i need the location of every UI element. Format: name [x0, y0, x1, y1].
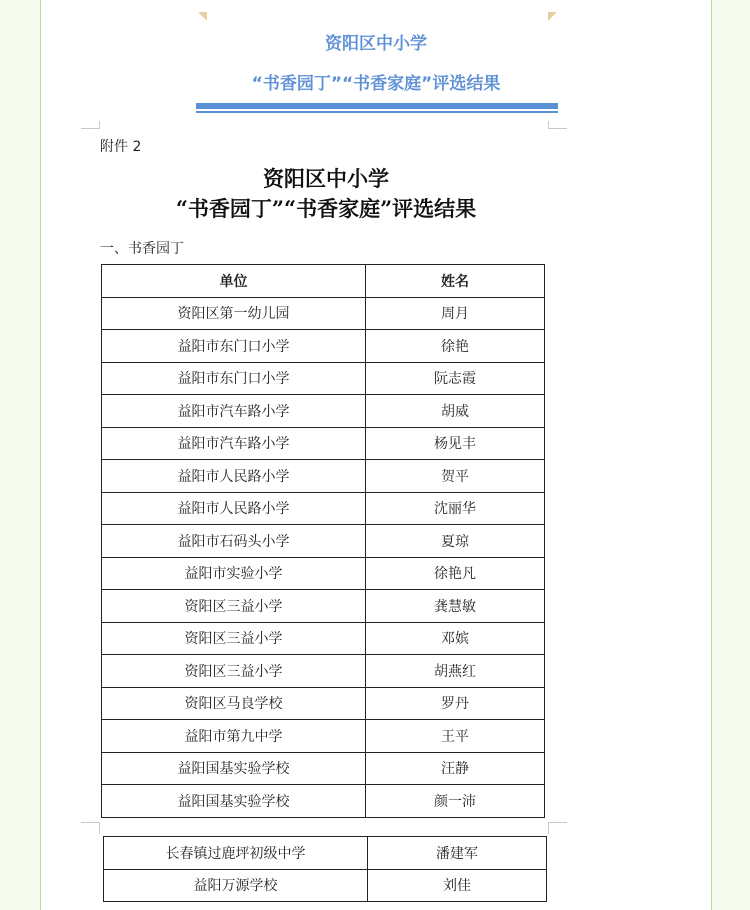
cell-name: 龚慧敏: [366, 590, 545, 623]
crop-mark-bottom-left: [99, 822, 100, 834]
table-row: [102, 752, 545, 785]
cell-unit: 益阳市实验小学: [102, 557, 366, 590]
banner-underline-thick: [196, 103, 558, 109]
cell-name: 徐艳: [366, 330, 545, 363]
cell-unit: 益阳万源学校: [104, 869, 368, 902]
table-row: [104, 869, 547, 902]
cell-unit: 长春镇过鹿坪初级中学: [104, 837, 368, 870]
banner-corner-right-ornament: [548, 12, 557, 21]
banner-title-line2: “书香园丁”“书香家庭”评选结果: [251, 74, 501, 94]
results-table-continued: [103, 836, 547, 902]
cell-name: 阮志霞: [366, 362, 545, 395]
crop-mark-top-left: [81, 128, 99, 129]
cell-unit: 资阳区三益小学: [102, 590, 366, 623]
table-row: [102, 362, 545, 395]
cell-unit: 益阳市汽车路小学: [102, 395, 366, 428]
cell-name: 潘建军: [368, 837, 547, 870]
cell-unit: 益阳市人民路小学: [102, 460, 366, 493]
cell-unit: 资阳区三益小学: [102, 622, 366, 655]
cell-name: 夏琼: [366, 525, 545, 558]
table-header-row: [102, 265, 545, 298]
cell-name: 周月: [366, 297, 545, 330]
table-row: [102, 460, 545, 493]
results-table: [101, 264, 545, 818]
cell-name: 颜一沛: [366, 785, 545, 818]
table-row: [104, 837, 547, 870]
crop-mark-top-right: [549, 128, 567, 129]
banner-underline-thin: [196, 111, 558, 113]
cell-name: 刘佳: [368, 869, 547, 902]
cell-unit: 益阳市第九中学: [102, 720, 366, 753]
cell-unit: 资阳区马良学校: [102, 687, 366, 720]
attachment-label: 附件 2: [100, 139, 142, 155]
crop-mark-bottom-left: [81, 822, 99, 823]
cell-name: 邓嫔: [366, 622, 545, 655]
cell-name: 王平: [366, 720, 545, 753]
section-heading: 一、书香园丁: [100, 241, 184, 257]
cell-unit: 益阳市汽车路小学: [102, 427, 366, 460]
cell-name: 胡威: [366, 395, 545, 428]
cell-unit: 资阳区三益小学: [102, 655, 366, 688]
crop-mark-bottom-right: [548, 822, 549, 834]
cell-name: 沈丽华: [366, 492, 545, 525]
table-row: [102, 785, 545, 818]
crop-mark-top-left: [99, 121, 100, 129]
banner-corner-left-ornament: [198, 12, 207, 21]
cell-unit: 益阳市东门口小学: [102, 330, 366, 363]
table-row: [102, 622, 545, 655]
table-row: [102, 427, 545, 460]
cell-name: 胡燕红: [366, 655, 545, 688]
table-row: [102, 720, 545, 753]
cell-name: 徐艳凡: [366, 557, 545, 590]
table-row: [102, 590, 545, 623]
cell-unit: 益阳国基实验学校: [102, 752, 366, 785]
document-title-line1: 资阳区中小学: [263, 166, 389, 191]
table-row: [102, 297, 545, 330]
table-row: [102, 492, 545, 525]
table-row: [102, 330, 545, 363]
cell-unit: 益阳市东门口小学: [102, 362, 366, 395]
cell-name: 贺平: [366, 460, 545, 493]
banner-title-line1: 资阳区中小学: [325, 34, 427, 54]
document-title-line2: “书香园丁”“书香家庭”评选结果: [175, 196, 477, 221]
cell-unit: 益阳市石码头小学: [102, 525, 366, 558]
document-page: [40, 0, 712, 910]
cell-unit: 益阳国基实验学校: [102, 785, 366, 818]
cell-unit: 益阳市人民路小学: [102, 492, 366, 525]
table-row: [102, 687, 545, 720]
table-row: [102, 525, 545, 558]
cell-name: 罗丹: [366, 687, 545, 720]
column-header-name: 姓名: [366, 265, 545, 298]
table-row: [102, 395, 545, 428]
cell-name: 杨见丰: [366, 427, 545, 460]
cell-name: 汪静: [366, 752, 545, 785]
cell-unit: 资阳区第一幼儿园: [102, 297, 366, 330]
crop-mark-top-right: [548, 121, 549, 129]
table-row: [102, 557, 545, 590]
column-header-unit: 单位: [102, 265, 366, 298]
table-row: [102, 655, 545, 688]
crop-mark-bottom-right: [549, 822, 567, 823]
